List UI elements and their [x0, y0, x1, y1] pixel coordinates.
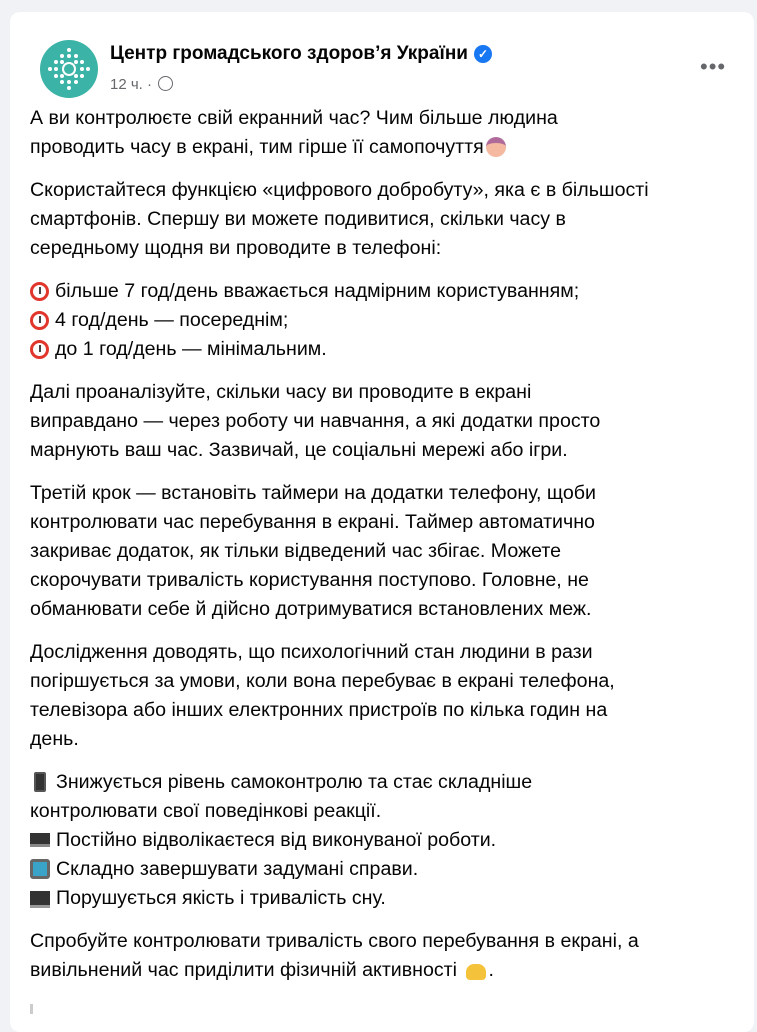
avatar-logo-dot	[67, 54, 71, 58]
text-span: більше 7 год/день вважається надмірним користуванням;	[55, 280, 580, 302]
globe-icon	[158, 76, 173, 91]
text-line	[30, 133, 750, 162]
list-item	[30, 855, 750, 884]
text-line: смартфонів. Спершу ви можете подивитися, скільки часу в	[30, 208, 566, 230]
list-item	[30, 826, 750, 855]
woman-gesturing-emoji-icon	[486, 137, 506, 157]
text-line: Далі проаналізуйте, скільки часу ви проводите в екрані	[30, 381, 532, 403]
text-line	[30, 956, 750, 985]
text-span: 4 год/день — посереднім;	[55, 309, 289, 331]
list-item	[30, 306, 750, 335]
alarm-clock-icon	[30, 282, 49, 301]
text-line: погіршується за умови, коли вона перебуває в екрані телефона,	[30, 670, 615, 692]
text-span: проводить часу в екрані, тим гірше її самопочуття	[30, 136, 484, 158]
usage-list	[30, 277, 750, 364]
text-line: середньому щодня ви проводите в телефоні:	[30, 237, 442, 259]
avatar-logo-dot	[67, 86, 71, 90]
text-line: Третій крок — встановіть таймери на додатки телефону, щоби	[30, 482, 596, 504]
desktop-computer-icon	[30, 891, 50, 908]
paragraph	[30, 638, 750, 754]
avatar-logo-dot	[74, 60, 78, 64]
avatar-logo-dot	[74, 74, 78, 78]
text-line: закриває додаток, як тільки відведений час збігає. Можете	[30, 540, 562, 562]
avatar-logo-dot	[67, 80, 71, 84]
avatar-logo-dot	[80, 60, 84, 64]
text-span: Постійно відволікаєтеся від виконуваної роботи.	[56, 829, 497, 851]
text-line: виправдано — через роботу чи навчання, а які додатки просто	[30, 410, 601, 432]
alarm-clock-icon	[30, 340, 49, 359]
list-item	[30, 277, 750, 306]
avatar-logo-dot	[54, 60, 58, 64]
paragraph	[30, 104, 750, 162]
avatar-logo-dot	[60, 54, 64, 58]
list-item	[30, 884, 750, 913]
raising-hands-icon	[466, 964, 486, 980]
text-line: контролювати свої поведінкові реакції.	[30, 800, 382, 822]
effects-list	[30, 768, 750, 913]
verified-badge-icon: ✓	[474, 45, 492, 63]
paragraph	[30, 927, 750, 985]
avatar-logo-dot	[86, 67, 90, 71]
paragraph	[30, 378, 750, 465]
list-item	[30, 335, 750, 364]
avatar-logo-dot	[48, 67, 52, 71]
text-span: Знижується рівень самоконтролю та стає складніше	[56, 771, 533, 793]
post-text	[30, 104, 750, 999]
alarm-clock-icon	[30, 311, 49, 330]
avatar-logo-dot	[60, 60, 64, 64]
avatar-logo-dot	[54, 67, 58, 71]
author-row	[110, 43, 492, 65]
text-span: до 1 год/день — мінімальним.	[55, 338, 327, 360]
author-name[interactable]: Центр громадського здоров’я України	[110, 43, 468, 64]
text-line: Скористайтеся функцією «цифрового добробуту», яка є в більшості	[30, 179, 649, 201]
text-span: вивільнений час приділити фізичній активності	[30, 959, 457, 981]
text-span: Складно завершувати задумані справи.	[56, 858, 419, 880]
paragraph	[30, 479, 750, 624]
avatar-logo-dot	[74, 80, 78, 84]
avatar-logo-dot	[80, 67, 84, 71]
avatar-logo-dot	[54, 74, 58, 78]
avatar-logo-dot	[60, 80, 64, 84]
text-span: .	[488, 959, 494, 981]
mobile-phone-icon	[34, 772, 46, 792]
text-line: скорочувати тривалість користування поступово. Головне, не	[30, 569, 589, 591]
avatar-logo-dot	[80, 74, 84, 78]
avatar-logo-dot	[67, 48, 71, 52]
television-icon	[30, 859, 50, 879]
text-line: обманювати себе й дійсно дотримуватися встановлених меж.	[30, 598, 592, 620]
text-line: Спробуйте контролювати тривалість свого перебування в екрані, а	[30, 930, 639, 952]
paragraph	[30, 176, 750, 263]
text-line: А ви контролюєте свій екранний час? Чим більше людина	[30, 107, 558, 129]
text-line: Дослідження доводять, що психологічний стан людини в рази	[30, 641, 593, 663]
more-options-button[interactable]: •••	[700, 54, 727, 79]
text-line: марнують ваш час. Зазвичай, це соціальні мережі або ігри.	[30, 439, 568, 461]
avatar-logo-dot	[60, 74, 64, 78]
list-item	[30, 768, 750, 797]
laptop-icon	[30, 833, 50, 847]
page-avatar[interactable]	[40, 40, 98, 98]
meta-separator: ·	[147, 76, 153, 93]
text-line: контролювати час перебування в екрані. Таймер автоматично	[30, 511, 595, 533]
text-line: день.	[30, 728, 79, 750]
post-meta	[110, 76, 173, 93]
avatar-logo-dot	[74, 54, 78, 58]
divider-stub	[30, 1004, 33, 1014]
text-line: телевізора або інших електронних пристроїв по кілька годин на	[30, 699, 608, 721]
text-span: Порушується якість і тривалість сну.	[56, 887, 386, 909]
post-time[interactable]: 12 ч.	[110, 76, 143, 93]
